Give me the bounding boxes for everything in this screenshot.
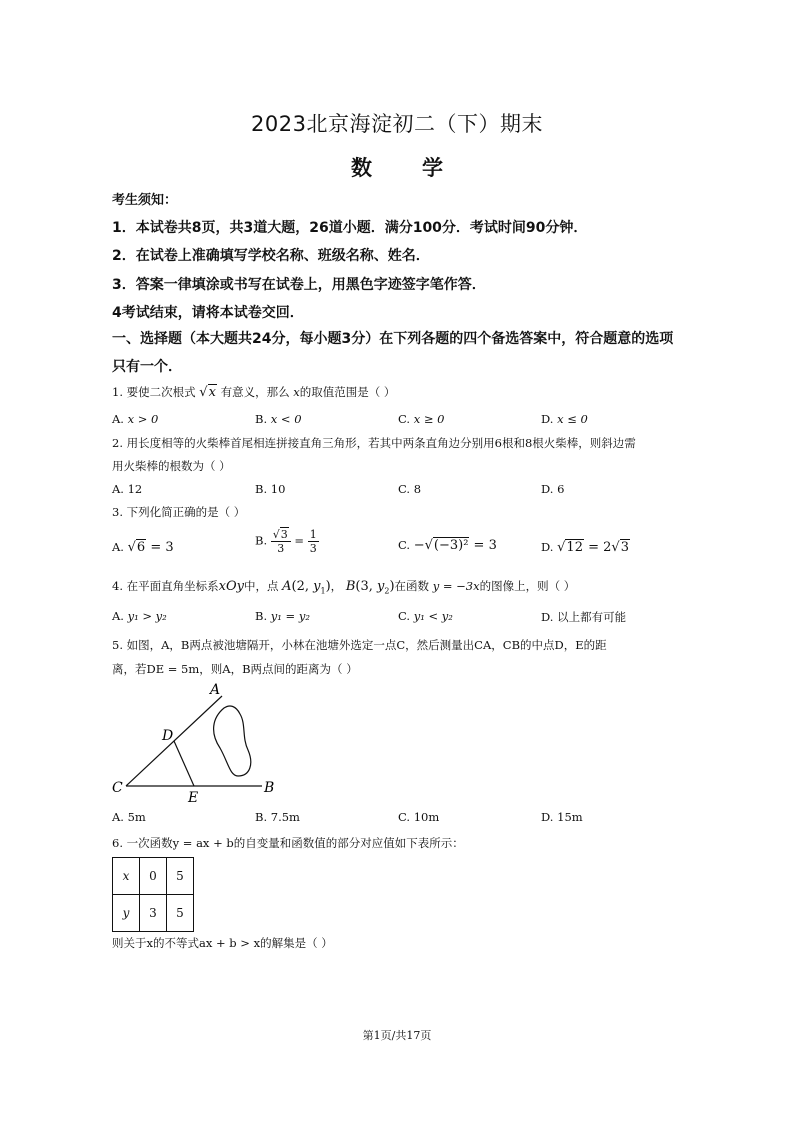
q1-post: 有意义，那么	[220, 385, 290, 399]
question-6-follow: 则关于x的不等式ax + b > x的解集是（ ）	[112, 936, 333, 950]
q5-option-d: D. 15m	[541, 810, 583, 824]
q4-option-d: D. 以上都有可能	[541, 610, 627, 624]
q2-option-a: A. 12	[112, 482, 143, 496]
notice-item-4: 4考试结束，请将本试卷交回．	[112, 305, 304, 321]
q1-option-d: D. x ≤ 0	[541, 412, 588, 426]
value-table	[112, 857, 194, 932]
table-cell: 0	[140, 858, 167, 895]
q3-option-c: C. −√(−3)² = 3	[398, 538, 497, 553]
question-6-stem: 6. 一次函数y = ax + b的自变量和函数值的部分对应值如下表所示：	[112, 836, 464, 850]
question-2-stem-cont: 用火柴棒的根数为（ ）	[112, 459, 231, 473]
q1-option-c: C. x ≥ 0	[398, 412, 445, 426]
q4-option-b: B. y₁ = y₂	[255, 609, 310, 623]
q3-option-b: B. $\frac{√3}{3}$ = $\frac{1}{3}$	[255, 528, 317, 555]
figure-label-b: B	[264, 780, 275, 796]
q2-option-b: B. 10	[255, 482, 286, 496]
sqrt-x-expression: √x	[199, 385, 216, 400]
q4-option-c: C. y₁ < y₂	[398, 609, 453, 623]
q2-option-d: D. 6	[541, 482, 565, 496]
question-3-stem: 3. 下列化简正确的是（ ）	[112, 505, 246, 519]
notice-item-3: 3．答案一律填涂或书写在试卷上，用黑色字迹签字笔作答．	[112, 277, 486, 293]
document-title: 2023北京海淀初二（下）期末	[251, 112, 543, 136]
q4-option-a: A. y₁ > y₂	[112, 609, 167, 623]
table-cell: x	[113, 858, 140, 895]
question-5-stem: 5. 如图，A，B两点被池塘隔开，小林在池塘外选定一点C，然后测量出CA，CB的中点D，E的距	[112, 638, 607, 652]
subject-title: 数学	[351, 156, 493, 180]
page-number: 第1页/共17页	[362, 1029, 432, 1042]
q3-option-a: A. √6 = 3	[112, 540, 174, 555]
question-2-stem: 2. 用长度相等的火柴棒首尾相连拼接直角三角形，若其中两条直角边分别用6根和8根火柴棒，则斜边需	[112, 436, 636, 450]
table-row	[113, 895, 194, 932]
figure-label-d: D	[162, 728, 174, 744]
q2-option-c: C. 8	[398, 482, 422, 496]
q3-option-d: D. √12 = 2√3	[541, 540, 629, 555]
table-cell: 5	[167, 895, 194, 932]
notice-heading: 考生须知：	[112, 193, 178, 208]
line-de	[174, 741, 194, 786]
q1-pre: 1. 要使二次根式	[112, 385, 196, 399]
question-5-stem-cont: 离，若DE = 5m，则A，B两点间的距离为（ ）	[112, 662, 358, 676]
question-4-stem: 4. 在平面直角坐标系xOy中，点 A(2, $y_1$)， B(3, $y_2$)在函数 y = −3x的图像上，则（ ）	[112, 579, 576, 596]
figure-label-e: E	[188, 790, 199, 806]
q1-option-a: A. x > 0	[112, 412, 159, 426]
pond-triangle-figure	[112, 678, 292, 808]
table-row	[113, 858, 194, 895]
notice-item-2: 2．在试卷上准确填写学校名称、班级名称、姓名．	[112, 248, 430, 264]
q5-option-b: B. 7.5m	[255, 810, 300, 824]
q1-var: x	[293, 385, 300, 399]
notice-item-1: 1．本试卷共8页，共3道大题，26道小题．满分100分．考试时间90分钟．	[112, 220, 588, 236]
section1-heading-cont: 只有一个．	[112, 359, 182, 375]
table-cell: 3	[140, 895, 167, 932]
section1-heading: 一、选择题（本大题共24分，每小题3分）在下列各题的四个备选答案中，符合题意的选项	[112, 331, 674, 347]
figure-label-c: C	[112, 780, 123, 796]
q1-option-b: B. x < 0	[255, 412, 302, 426]
q1-post2: 的取值范围是（ ）	[299, 385, 396, 399]
table-cell: y	[113, 895, 140, 932]
question-1-stem	[112, 384, 395, 400]
q5-option-a: A. 5m	[112, 810, 146, 824]
pond-outline	[214, 706, 251, 776]
figure-label-a: A	[210, 682, 221, 698]
q5-option-c: C. 10m	[398, 810, 440, 824]
table-cell: 5	[167, 858, 194, 895]
